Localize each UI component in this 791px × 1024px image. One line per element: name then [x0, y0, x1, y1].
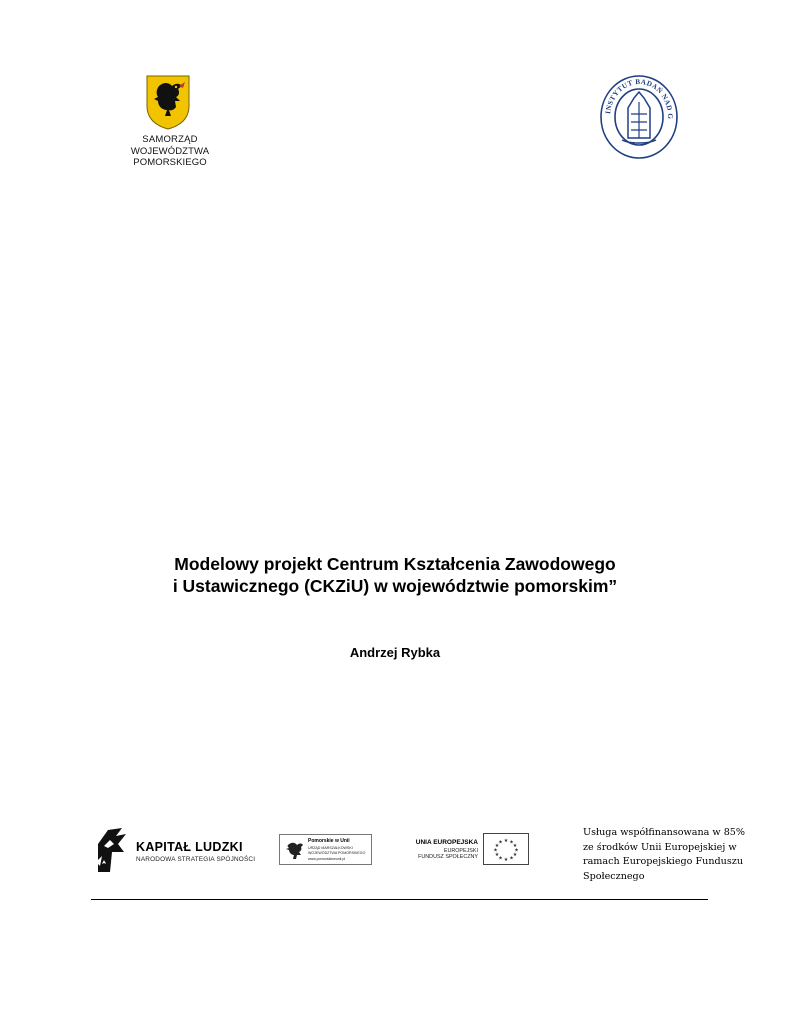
cofinance-note — [583, 826, 748, 884]
cofinance-line: ze środków Unii Europejskiej w — [583, 841, 737, 853]
kapital-ludzki-subtitle: NARODOWA STRATEGIA SPÓJNOŚCI — [136, 856, 256, 863]
svg-text:★: ★ — [509, 855, 514, 862]
samorzad-logo — [95, 72, 245, 168]
kapital-ludzki-logo — [94, 826, 254, 874]
ue-line-3: FUNDUSZ SPOŁECZNY — [418, 854, 478, 860]
pomorskie-subtitle-2: WOJEWÓDZTWA POMORSKIEGO — [308, 851, 366, 855]
svg-text:★: ★ — [494, 843, 500, 849]
kapital-ludzki-icon — [94, 826, 130, 874]
svg-text:★: ★ — [512, 852, 518, 858]
unia-europejska-logo — [412, 833, 532, 867]
ue-title: UNIA EUROPEJSKA — [415, 839, 478, 846]
svg-text:★: ★ — [503, 857, 509, 863]
pomorskie-url: www.pomorskiewunii.pl — [308, 857, 346, 861]
pomorskie-title: Pomorskie w Unii — [308, 838, 350, 844]
author-name: Andrzej Rybka — [349, 645, 441, 660]
svg-text:★: ★ — [503, 838, 509, 844]
eu-flag-icon — [483, 833, 529, 865]
cofinance-line: ramach Europejskiego Funduszu — [583, 856, 744, 868]
svg-text:★: ★ — [514, 847, 519, 854]
svg-text:★: ★ — [498, 855, 503, 862]
griffin-icon — [284, 839, 306, 861]
svg-text:★: ★ — [493, 847, 498, 854]
svg-text:★: ★ — [498, 839, 503, 846]
cofinance-line: Usługa współfinansowana w 85% — [583, 827, 746, 838]
svg-text:★: ★ — [509, 839, 514, 846]
title-line-1: Modelowy projekt Centrum Kształcenia Zawodowego — [174, 554, 616, 574]
griffin-shield-icon — [145, 74, 191, 130]
footer-divider — [91, 899, 708, 900]
cofinance-line: Społecznego — [583, 870, 645, 882]
svg-text:★: ★ — [512, 843, 518, 849]
ue-line-2: EUROPEJSKI — [443, 848, 478, 854]
ibngr-logo — [598, 74, 680, 160]
svg-text:★: ★ — [494, 852, 500, 858]
pomorskie-subtitle-1: URZĄD MARSZAŁKOWSKI — [308, 846, 353, 850]
samorzad-caption-line-2: WOJEWÓDZTWA POMORSKIEGO — [130, 146, 210, 168]
ibngr-seal-icon — [598, 74, 680, 160]
kapital-ludzki-title: KAPITAŁ LUDZKI — [136, 840, 243, 854]
pomorskie-w-unii-logo — [279, 834, 372, 865]
ibngr-seal-text: INSTYTUT BADAŃ NAD G — [604, 77, 675, 120]
title-line-2: i Ustawicznego (CKZiU) w województwie pomorskim” — [172, 576, 618, 596]
document-title — [95, 553, 695, 597]
samorzad-caption-line-1: SAMORZĄD — [142, 134, 198, 145]
